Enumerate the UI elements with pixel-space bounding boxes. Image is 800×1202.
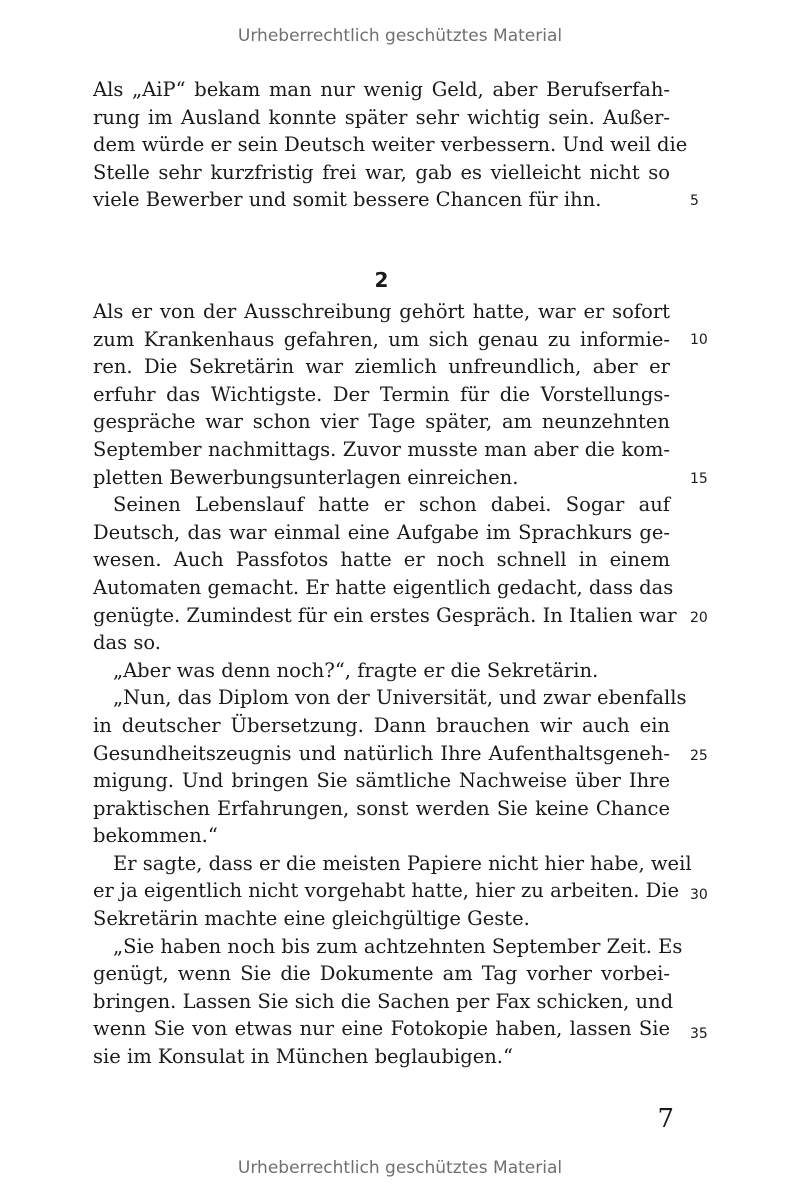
chapter-body bbox=[93, 298, 692, 1071]
text-line: gespräche war schon vier Tage später, am neunzehnten bbox=[93, 410, 670, 434]
text-line: „Sie haben noch bis zum achtzehnten September Zeit. Es bbox=[113, 934, 683, 958]
text-line: genügte. Zumindest für ein erstes Gespräch. In Italien war bbox=[93, 603, 677, 627]
paragraph bbox=[93, 298, 670, 491]
paragraph bbox=[93, 850, 692, 933]
text-line: September nachmittags. Zuvor musste man aber die kom- bbox=[93, 437, 670, 461]
line-number: 30 bbox=[690, 887, 708, 903]
text-line: bekommen.“ bbox=[93, 824, 218, 848]
text-line: Seinen Lebenslauf hatte er schon dabei. Sogar auf bbox=[113, 493, 670, 517]
page-number: 7 bbox=[657, 1104, 674, 1134]
text-line: bringen. Lassen Sie sich die Sachen per Fax schicken, und bbox=[93, 989, 674, 1013]
line-number: 25 bbox=[690, 748, 708, 764]
chapter-heading: 2 bbox=[374, 268, 389, 292]
text-line: ren. Die Sekretärin war ziemlich unfreundlich, aber er bbox=[93, 355, 670, 379]
text-line: praktischen Erfahrungen, sonst werden Sie keine Chance bbox=[93, 796, 670, 820]
text-line: Gesundheitszeugnis und natürlich Ihre Aufenthaltsgeneh- bbox=[93, 741, 670, 765]
text-line: genügt, wenn Sie die Dokumente am Tag vorher vorbei- bbox=[93, 962, 670, 986]
paragraph bbox=[93, 491, 677, 657]
line-number: 35 bbox=[690, 1026, 708, 1042]
text-line: „Aber was denn noch?“, fragte er die Sekretärin. bbox=[113, 658, 599, 682]
paragraph bbox=[93, 684, 687, 850]
text-line: Er sagte, dass er die meisten Papiere nicht hier habe, weil bbox=[113, 851, 692, 875]
text-line: zum Krankenhaus gefahren, um sich genau zu informie- bbox=[93, 327, 670, 351]
text-line: das so. bbox=[93, 631, 161, 655]
paragraph bbox=[93, 657, 670, 685]
text-line: Stelle sehr kurzfristig frei war, gab es vielleicht nicht so bbox=[93, 160, 670, 184]
text-line: erfuhr das Wichtigste. Der Termin für die Vorstellungs- bbox=[93, 382, 670, 406]
text-line: Sekretärin machte eine gleichgültige Geste. bbox=[93, 907, 530, 931]
text-line: Deutsch, das war einmal eine Aufgabe im Sprachkurs ge- bbox=[93, 520, 670, 544]
text-line: migung. Und bringen Sie sämtliche Nachweise über Ihre bbox=[93, 769, 670, 793]
text-line: Als „AiP“ bekam man nur wenig Geld, aber Berufserfah- bbox=[93, 78, 670, 101]
text-line: wenn Sie von etwas nur eine Fotokopie haben, lassen Sie bbox=[93, 1017, 670, 1041]
intro-text bbox=[93, 76, 688, 214]
text-line: wesen. Auch Passfotos hatte er noch schnell in einem bbox=[93, 548, 670, 572]
line-number: 10 bbox=[690, 332, 708, 348]
text-line: viele Bewerber und somit bessere Chancen für ihn. bbox=[93, 188, 602, 212]
watermark-bottom: Urheberrechtlich geschütztes Material bbox=[237, 1158, 563, 1178]
text-line: rung im Ausland konnte später sehr wichtig sein. Außer- bbox=[93, 105, 670, 129]
text-line: Automaten gemacht. Er hatte eigentlich gedacht, dass das bbox=[93, 575, 674, 599]
line-number: 20 bbox=[690, 610, 708, 626]
text-line: dem würde er sein Deutsch weiter verbessern. Und weil die bbox=[93, 133, 688, 157]
paragraph bbox=[93, 933, 683, 1071]
watermark-top: Urheberrechtlich geschütztes Material bbox=[237, 26, 563, 46]
line-number: 5 bbox=[690, 193, 699, 209]
text-line: sie im Konsulat in München beglaubigen.“ bbox=[93, 1045, 513, 1069]
line-number: 15 bbox=[690, 471, 708, 487]
text-line: Als er von der Ausschreibung gehört hatte, war er sofort bbox=[93, 300, 670, 323]
text-line: in deutscher Übersetzung. Dann brauchen wir auch ein bbox=[93, 713, 670, 737]
text-line: „Nun, das Diplom von der Universität, und zwar ebenfalls bbox=[113, 686, 687, 710]
text-line: er ja eigentlich nicht vorgehabt hatte, hier zu arbeiten. Die bbox=[93, 879, 680, 903]
text-line: pletten Bewerbungsunterlagen einreichen. bbox=[93, 465, 519, 489]
paragraph bbox=[93, 76, 688, 214]
